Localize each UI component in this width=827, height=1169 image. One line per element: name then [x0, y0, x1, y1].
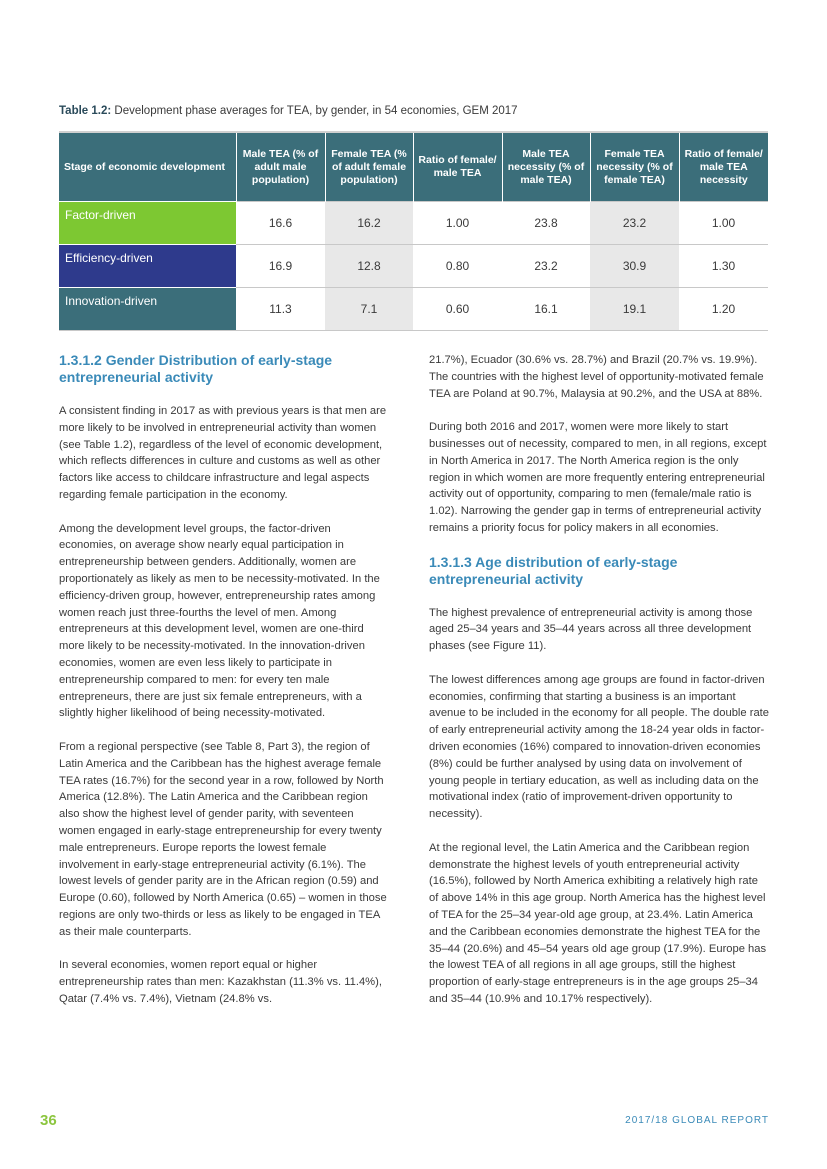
body-paragraph: From a regional perspective (see Table 8, Part 3), the region of Latin America and the Caribbean has the highest average female TEA rates (16.7%) for the second year in a row, followed by North America (12.8%). The Latin America and the Caribbean region also show the highest level of gender parity, with seventeen women engaged in early-stage entrepreneurship for every twenty male entrepreneurs. Europe reports the lowest female involvement in early-stage entrepreneurial activity (6.1%). The lowest levels of gender parity are in the African region (0.59) and Europe (0.60), followed by North America (0.65) – women in those regions are only two-thirds or less as likely to be engaged in TEA as their male counterparts.	[59, 740, 387, 938]
body-paragraph: At the regional level, the Latin America and the Caribbean region demonstrate the highest levels of youth entrepreneurial activity (16.5%), followed by North America exhibiting a relatively high rate of above 14% in this age group. North America has the highest level of TEA for the 25–34 year-old age group, at 23.4%. Latin America and the Caribbean economies demonstrate the highest TEA for the 35–44 (20.6%) and 45–54 years old age group (17.9%). Europe has the lowest TEA of all regions in all age groups, still the highest proportion of early-stage entrepreneurs is in the age groups 25–34 and 35–44 (10.9% and 10.17% respectively).	[429, 841, 767, 1005]
table-cell: 16.1	[502, 288, 590, 331]
table-cell: 1.30	[679, 245, 768, 288]
table-cell: 16.6	[236, 202, 325, 245]
table-cell: 1.00	[679, 202, 768, 245]
table-cell: 1.20	[679, 288, 768, 331]
table-cell: 19.1	[590, 288, 679, 331]
table-cell: 0.80	[413, 245, 502, 288]
table-cell: 11.3	[236, 288, 325, 331]
table-cell: 16.2	[325, 202, 413, 245]
body-paragraph: Among the development level groups, the factor-driven economies, on average show nearly equal participation in entrepreneurship between genders. Additionally, women are proportionately as likely as men to be necessity-motivated. In the efficiency-driven group, however, entrepreneurship rates among women reach just three-fourths the level of men. Among entrepreneurs at this development level, women are one-third more likely to be necessity-motivated. In the innovation-driven economies, women are even less likely to participate in entrepreneurship compared to men: for every ten male entrepreneurs, there are just six female entrepreneurs, with a slightly higher likelihood of being necessity-motivated.	[59, 522, 380, 720]
body-paragraph: The highest prevalence of entrepreneurial activity is among those aged 25–34 years and 35–44 years across all three development phases (see Figure 11).	[429, 606, 753, 653]
table-cell: 23.2	[502, 245, 590, 288]
table-header-row	[59, 132, 768, 202]
right-column	[429, 352, 769, 1024]
stage-cell-efficiency-driven: Efficiency-driven	[59, 245, 236, 288]
table-caption-text: Development phase averages for TEA, by gender, in 54 economies, GEM 2017	[111, 105, 518, 117]
header-female-tea: Female TEA (% of adult female population)	[325, 132, 413, 202]
header-stage: Stage of economic development	[59, 132, 236, 202]
table-caption	[59, 105, 769, 117]
table-row	[59, 288, 768, 331]
header-ratio-tea: Ratio of female/ male TEA	[413, 132, 502, 202]
header-male-tea: Male TEA (% of adult male population)	[236, 132, 325, 202]
stage-cell-innovation-driven: Innovation-driven	[59, 288, 236, 331]
table-row	[59, 202, 768, 245]
left-column	[59, 352, 389, 1024]
table-cell: 12.8	[325, 245, 413, 288]
table-cell: 23.8	[502, 202, 590, 245]
body-paragraph: The lowest differences among age groups are found in factor-driven economies, confirming that starting a business is an important avenue to be included in the economy for all people. The double rate of early entrepreneurial activity among the 18-24 year olds in factor-driven economies (16%) compared to innovation-driven economies (8%) could be further analysed by using data on involvement of young people in tertiary education, as well as including data on the motivational index (ratio of improvement-driven opportunity to necessity).	[429, 673, 770, 821]
table-cell: 16.9	[236, 245, 325, 288]
header-male-necessity: Male TEA necessity (% of male TEA)	[502, 132, 590, 202]
table-cell: 0.60	[413, 288, 502, 331]
table-cell: 7.1	[325, 288, 413, 331]
body-paragraph: During both 2016 and 2017, women were more likely to start businesses out of necessity, compared to men, in all regions, except in North America in 2017. The North America region is the only region in which women are more frequently entering entrepreneurial activity out of opportunity, comparing to men (female/male ratio is 1.02). Narrowing the gender gap in terms of entrepreneurial activity remains a priority focus for policy makers in all economies.	[429, 421, 767, 534]
header-female-necessity: Female TEA necessity (% of female TEA)	[590, 132, 679, 202]
table-cell: 30.9	[590, 245, 679, 288]
body-paragraph: In several economies, women report equal or higher entrepreneurship rates than men: Kazakhstan (11.3% vs. 11.4%), Qatar (7.4% vs. 7.4%), Vietnam (24.8% vs.	[59, 959, 382, 1005]
section-heading-age: 1.3.1.3 Age distribution of early-stage entrepreneurial activity	[429, 553, 678, 587]
table-cell: 1.00	[413, 202, 502, 245]
report-title-footer: 2017/18 GLOBAL REPORT	[625, 1115, 769, 1126]
page-number: 36	[40, 1112, 57, 1129]
tea-gender-table	[59, 131, 768, 331]
table-caption-label: Table 1.2:	[59, 105, 112, 117]
section-heading-gender: 1.3.1.2 Gender Distribution of early-stage entrepreneurial activity	[59, 352, 333, 385]
header-ratio-necessity: Ratio of female/ male TEA necessity	[679, 132, 768, 202]
body-paragraph: A consistent finding in 2017 as with previous years is that men are more likely to be involved in entrepreneurial activity than women (see Table 1.2), regardless of the level of economic development, which reflects differences in culture and customs as well as other factors like access to childcare infrastructure and legal aspects regarding female participation in the economy.	[59, 405, 387, 501]
table-row	[59, 245, 768, 288]
stage-cell-factor-driven: Factor-driven	[59, 202, 236, 245]
body-paragraph: 21.7%), Ecuador (30.6% vs. 28.7%) and Brazil (20.7% vs. 19.9%). The countries with the highest level of opportunity-motivated female TEA are Poland at 90.7%, Malaysia at 90.2%, and the USA at 88%.	[429, 354, 764, 400]
table-cell: 23.2	[590, 202, 679, 245]
